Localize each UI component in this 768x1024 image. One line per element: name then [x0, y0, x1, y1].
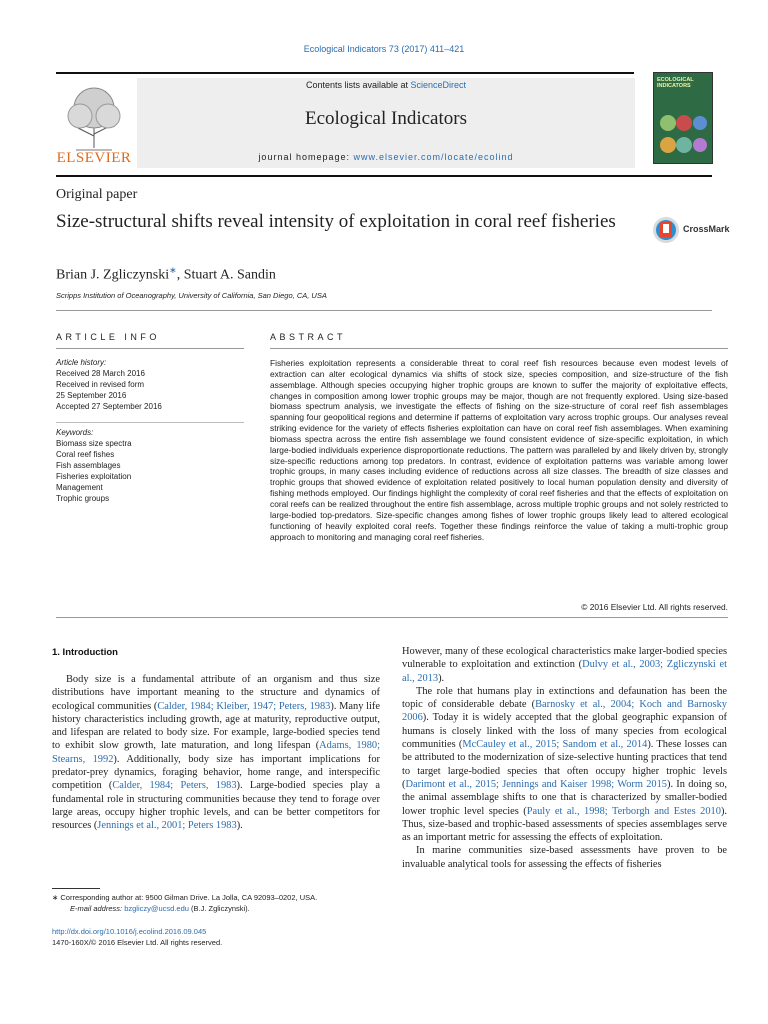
- doi-link[interactable]: http://dx.doi.org/10.1016/j.ecolind.2016.09.045: [52, 927, 207, 936]
- contents-line: [137, 80, 635, 90]
- history-line: Accepted 27 September 2016: [56, 402, 162, 411]
- body-text: Body size is a fundamental attribute of an organism and thus size distributions have important meaning to the structure and dynamics of ecological communities (: [52, 674, 380, 712]
- journal-cover-thumbnail[interactable]: [653, 72, 713, 164]
- citation-link[interactable]: Calder, 1984; Peters, 1983: [112, 780, 237, 792]
- email-link[interactable]: bzgliczy@ucsd.edu: [124, 904, 189, 913]
- contents-prefix: Contents lists available at: [305, 80, 411, 90]
- corresponding-author-text: Corresponding author at: 9500 Gilman Drive. La Jolla, CA 92093–0202, USA.: [58, 893, 318, 902]
- body-text: In marine communities size-based assessments have proven to be invaluable analytical tools for assessing the effects of fisheries: [402, 845, 727, 870]
- homepage-link[interactable]: www.elsevier.com/locate/ecolind: [353, 152, 514, 162]
- body-text: ). Large-bodied species play a fundamental role in structuring communities because they tend to forage over large areas, occupy higher trophic levels, and can be better competitors for resources (: [52, 780, 380, 832]
- footnote-rule: [52, 888, 100, 889]
- crossmark-label[interactable]: CrossMark: [683, 224, 730, 234]
- history-line: Received in revised form: [56, 380, 145, 389]
- keywords-list: [56, 427, 244, 504]
- body-text: ). Thus, size-based and trophic-based assessments of species assemblages serve as an important metric for assessing the effects of exploitation.: [402, 805, 727, 844]
- body-text: ). These losses can be attributed to the modernization of size-selective hunting practices that tend to target large-bodied species that often occupy higher trophic levels (: [402, 739, 727, 790]
- history-line: Received 28 March 2016: [56, 369, 145, 378]
- journal-homepage: [137, 152, 635, 162]
- affiliation: Scripps Institution of Oceanography, University of California, San Diego, CA, USA: [56, 291, 327, 300]
- author-2: , Stuart A. Sandin: [176, 267, 276, 283]
- header-bottom-rule: [56, 175, 712, 177]
- citation-link[interactable]: Dulvy et al., 2003; Zgliczynski et al., 2013: [402, 659, 727, 684]
- article-info-heading: ARTICLE INFO: [56, 332, 160, 342]
- issn-line: 1470-160X/© 2016 Elsevier Ltd. All rights reserved.: [52, 938, 223, 947]
- keyword: Fisheries exploitation: [56, 472, 132, 481]
- keyword: Coral reef fishes: [56, 450, 115, 459]
- citation-link[interactable]: Barnosky et al., 2004; Koch and Barnosky 2006: [402, 699, 727, 724]
- citation-link[interactable]: Jennings et al., 2001; Peters 1983: [97, 820, 237, 832]
- citation-link[interactable]: Adams, 1980; Stearns, 1992: [52, 740, 380, 765]
- abstract-rule: [270, 348, 728, 349]
- email-label: E-mail address:: [70, 904, 125, 913]
- homepage-prefix: journal homepage:: [258, 152, 354, 162]
- corresponding-author-note: [52, 892, 380, 903]
- keywords-rule: [56, 422, 244, 423]
- keyword: Biomass size spectra: [56, 439, 132, 448]
- doi-block: [52, 926, 380, 948]
- body-text: ). Today it is widely accepted that the global geographic expansion of humans is closely linked with the loss of many species from ecological communities (: [402, 712, 727, 751]
- body-text: ).: [236, 820, 243, 832]
- abstract-heading: ABSTRACT: [270, 332, 347, 342]
- author-1: Brian J. Zgliczynski: [56, 267, 170, 283]
- intro-paragraph: [402, 844, 727, 871]
- author-section-rule: [56, 310, 712, 311]
- abstract-copyright: © 2016 Elsevier Ltd. All rights reserved.: [581, 602, 728, 612]
- footnote: [52, 892, 380, 914]
- article-info-rule: [56, 348, 244, 349]
- corresponding-author-marker[interactable]: ∗: [169, 265, 177, 275]
- author-list: [56, 265, 276, 284]
- abstract-text: Fisheries exploitation represents a considerable threat to coral reef fish resources because even modest levels of extraction can alter ecological dynamics via shifts of stock size, species composition, and size-structure of the fish assemblage. Although species occupying higher trophic groups are known to suffer the majority of exploitative effects, changes in composition among lower trophic groups may be major, though are not frequently explored. Using size-based biomass spectrum analysis, we investigate the effects of fishing on the size-structure of coral reef fish assemblages spanning four geopolitical regions and determine if patterns of exploitation vary across trophic groups. Our analyses reveal striking evidence for the variety of effects fisheries exploitation can have on coral reef fish assemblages. When examining biomass spectra across the entire fish assemblage we found consistent evidence of size-specific exploitation, in which large-bodied individuals experience disproportionate reductions. The pattern was paralleled by and likely driven by, strongly size-specific reductions among top predators. In contrast, evidence of exploitation patterns was variable among lower trophic groups, in many cases including evidence of reductions across all size classes. The breadth of size classes and trophic groups that showed evidence of exploitation related positively to local human population density and diversity of fishing methods employed. Our findings highlight the complexity of coral reef fisheries and that the effects of exploitation on coral reefs can be realized throughout the entire fish assemblage, across multiple trophic groups and not solely restricted to large-bodied top-predators. Size-specific changes among fishes of lower trophic groups likely lead to altered ecological functioning of heavily exploited coral reefs. Together these findings reinforce the value of taking a multi-trophic group approach to monitoring and managing coral reef fisheries.: [270, 358, 728, 542]
- citation-link[interactable]: Calder, 1984; Kleiber, 1947; Peters, 1983: [157, 700, 331, 712]
- sciencedirect-link[interactable]: ScienceDirect: [410, 80, 467, 90]
- intro-paragraph: [402, 645, 727, 685]
- body-text: ). Additionally, body size has important implications for predator-prey dynamics, foraging behavior, home range, and interspecific competition (: [52, 753, 380, 792]
- body-text: ). In doing so, the animal assemblage shifts to one that is characterized by smaller-bodied lower trophic level species (: [402, 778, 727, 817]
- citation-link[interactable]: Pauly et al., 1998; Terborgh and Estes 2010: [526, 805, 721, 817]
- email-line: [52, 903, 380, 914]
- keyword: Fish assemblages: [56, 461, 121, 470]
- keywords-label: Keywords:: [56, 428, 94, 437]
- body-text: However, many of these ecological characteristics make larger-bodied species vulnerable to exploitation and extinction (: [402, 646, 727, 671]
- keyword: Management: [56, 483, 103, 492]
- elsevier-wordmark: ELSEVIER: [56, 150, 132, 166]
- top-rule: [56, 72, 634, 74]
- journal-title: Ecological Indicators: [305, 108, 467, 129]
- journal-citation[interactable]: Ecological Indicators 73 (2017) 411–421: [303, 44, 465, 54]
- body-text: The role that humans play in extinctions and defaunation has been the topic of considerable debate (: [402, 685, 727, 711]
- email-name: (B.J. Zgliczynski).: [188, 904, 250, 913]
- keyword: Trophic groups: [56, 494, 110, 503]
- citation-link[interactable]: Darimont et al., 2015; Jennings and Kaiser 1998; Worm 2015: [405, 778, 667, 790]
- citation-link[interactable]: McCauley et al., 2015; Sandom et al., 2014: [462, 739, 648, 751]
- footnote-marker: ∗: [52, 893, 59, 902]
- body-text: ).: [438, 672, 445, 684]
- history-line: 25 September 2016: [56, 391, 127, 400]
- cover-title: ECOLOGICAL INDICATORS: [657, 77, 694, 89]
- article-title: Size-structural shifts reveal intensity of exploitation in coral reef fisheries: [56, 211, 616, 232]
- article-history: [56, 357, 244, 412]
- left-column: [52, 673, 380, 833]
- cover-art-image: [658, 113, 708, 133]
- history-label: Article history:: [56, 358, 107, 367]
- article-type: Original paper: [56, 187, 138, 202]
- abstract-bottom-rule: [56, 617, 728, 618]
- right-column: [402, 645, 727, 871]
- intro-paragraph: [402, 685, 727, 845]
- cover-art-image-2: [658, 135, 708, 155]
- body-text: ). Many life history characteristics including growth, age at maturity, reproductive output, and lifespan are related to body size. For example, large-bodied species tend to exhibit slow growth, late maturation, and long lifespan (: [52, 700, 381, 752]
- section-heading-introduction: 1. Introduction: [52, 647, 118, 658]
- intro-paragraph: [52, 673, 380, 833]
